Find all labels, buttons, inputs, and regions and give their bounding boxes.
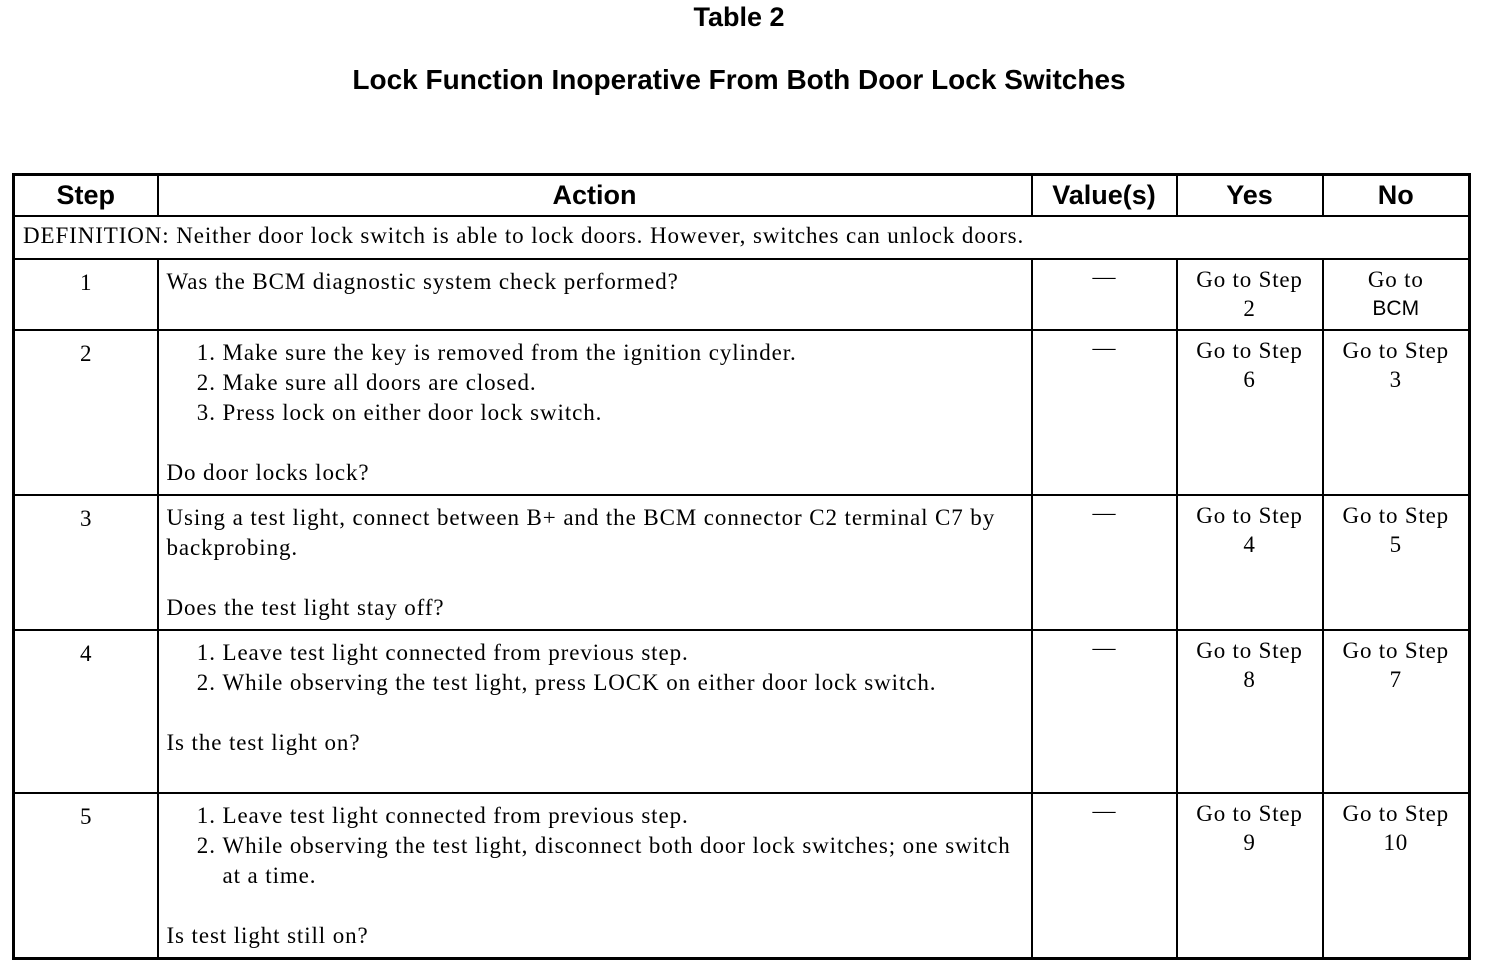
- goto-label: Go to Step: [1196, 638, 1303, 663]
- step-number: 1: [14, 259, 158, 330]
- action-steps: [167, 801, 1021, 891]
- goto-label: Go to Step: [1196, 801, 1303, 826]
- action-intro: Using a test light, connect between B+ and the BCM connector C2 terminal C7 by backprobing.: [166, 505, 996, 560]
- action-step-item: 3. Press lock on either door lock switch.: [223, 398, 1021, 428]
- action-steps: [167, 338, 1021, 428]
- table-row: [14, 793, 1470, 959]
- step-number: 5: [14, 793, 158, 959]
- action-step-item: 2. While observing the test light, disconnect both door lock switches; one switch at a time.: [223, 831, 1021, 891]
- goto-label: Go to Step: [1196, 267, 1303, 292]
- yes-cell: [1177, 330, 1323, 495]
- header-row: [14, 175, 1470, 217]
- goto-target: 9: [1243, 830, 1256, 855]
- yes-cell: [1177, 495, 1323, 630]
- action-question: Is test light still on?: [166, 923, 369, 948]
- no-cell: [1323, 793, 1470, 959]
- action-steps: [167, 638, 1021, 698]
- goto-target: 6: [1243, 367, 1256, 392]
- table-title: Table 2: [693, 2, 785, 32]
- goto-target: 10: [1383, 830, 1409, 855]
- goto-target: 7: [1389, 667, 1402, 692]
- table-row: [14, 630, 1470, 793]
- goto-label: Go to Step: [1342, 503, 1449, 528]
- value-cell: —: [1032, 330, 1177, 495]
- action-step-item: 2. While observing the test light, press LOCK on either door lock switch.: [223, 668, 1021, 698]
- goto-target: BCM: [1372, 297, 1420, 320]
- table-row: [14, 330, 1470, 495]
- table-row: [14, 259, 1470, 330]
- goto-target: 4: [1243, 532, 1256, 557]
- diagnostic-table: [12, 173, 1471, 960]
- step-number: 3: [14, 495, 158, 630]
- no-cell: [1323, 630, 1470, 793]
- goto-label: Go to Step: [1196, 338, 1303, 363]
- header-yes: Yes: [1177, 175, 1323, 217]
- table-row: [14, 495, 1470, 630]
- step-number: 4: [14, 630, 158, 793]
- goto-label: Go to Step: [1342, 801, 1449, 826]
- value-cell: —: [1032, 259, 1177, 330]
- value-cell: —: [1032, 630, 1177, 793]
- action-question: Do door locks lock?: [166, 460, 370, 485]
- goto-target: 5: [1389, 532, 1402, 557]
- goto-label: Go to Step: [1196, 503, 1303, 528]
- goto-label: Go to Step: [1342, 338, 1449, 363]
- value-cell: —: [1032, 793, 1177, 959]
- step-number: 2: [14, 330, 158, 495]
- header-values: Value(s): [1032, 175, 1177, 217]
- action-cell: [158, 793, 1032, 959]
- action-intro: Was the BCM diagnostic system check performed?: [166, 269, 679, 294]
- action-cell: [158, 330, 1032, 495]
- value-cell: —: [1032, 495, 1177, 630]
- goto-label: Go to: [1367, 267, 1424, 292]
- action-cell: [158, 259, 1032, 330]
- goto-target: 2: [1243, 296, 1256, 321]
- action-cell: [158, 495, 1032, 630]
- definition-text: DEFINITION: Neither door lock switch is able to lock doors. However, switches can unlock doors.: [14, 216, 1470, 259]
- header-action: Action: [158, 175, 1032, 217]
- action-question: Is the test light on?: [166, 730, 361, 755]
- action-cell: [158, 630, 1032, 793]
- action-question: Does the test light stay off?: [166, 595, 445, 620]
- goto-target: 8: [1243, 667, 1256, 692]
- goto-target: 3: [1389, 367, 1402, 392]
- no-cell: [1323, 330, 1470, 495]
- action-step-item: 1. Leave test light connected from previous step.: [223, 801, 1021, 831]
- action-step-item: 1. Leave test light connected from previous step.: [223, 638, 1021, 668]
- definition-row: [14, 216, 1470, 259]
- action-step-item: 1. Make sure the key is removed from the ignition cylinder.: [223, 338, 1021, 368]
- action-step-item: 2. Make sure all doors are closed.: [223, 368, 1021, 398]
- header-no: No: [1323, 175, 1470, 217]
- header-step: Step: [14, 175, 158, 217]
- table-subtitle: Lock Function Inoperative From Both Door Lock Switches: [352, 64, 1126, 95]
- no-cell: [1323, 259, 1470, 330]
- no-cell: [1323, 495, 1470, 630]
- yes-cell: [1177, 259, 1323, 330]
- goto-label: Go to Step: [1342, 638, 1449, 663]
- yes-cell: [1177, 630, 1323, 793]
- yes-cell: [1177, 793, 1323, 959]
